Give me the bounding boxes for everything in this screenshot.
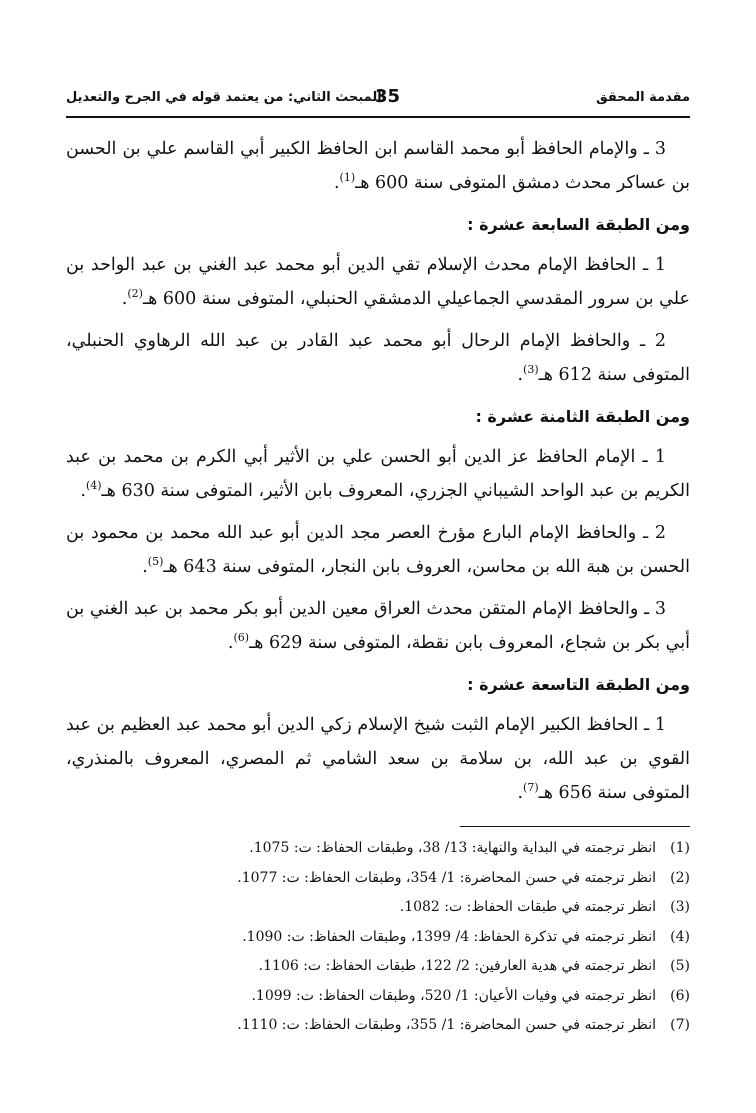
footnote-ref: (7): [523, 781, 539, 795]
footnote: [66, 893, 690, 923]
header-chapter-title: مقدمة المحقق: [596, 90, 690, 105]
page-number: 35: [374, 86, 400, 107]
footnote-number: (3): [670, 899, 690, 915]
footnote: [66, 923, 690, 953]
footnote-number: (7): [670, 1017, 690, 1033]
footnote-number: (1): [670, 840, 690, 856]
paragraph-tail: .: [142, 557, 148, 577]
footnote: [66, 982, 690, 1012]
section-heading: ومن الطبقة التاسعة عشرة :: [467, 675, 690, 694]
footnote-number: (6): [670, 987, 690, 1004]
footnote-text: انظر ترجمته في طبقات الحفاظ: ت: 1082.: [399, 899, 656, 915]
footnote-ref: (6): [233, 631, 250, 645]
paragraph-text: 2 ـ والحافظ الإمام الرحال أبو محمد عبد القادر بن عبد الله الرهاوي الحنبلي، المتوفى سنة 612 هـ: [66, 331, 690, 385]
footnote-ref: (5): [147, 555, 164, 569]
footnote-ref: (2): [127, 287, 143, 301]
section-heading: ومن الطبقة السابعة عشرة :: [467, 215, 690, 234]
paragraph: [66, 132, 690, 200]
section-heading: ومن الطبقة الثامنة عشرة :: [475, 407, 690, 426]
footnote-text: انظر ترجمته في هدية العارفين: 2/ 122، طبقات الحفاظ: ت: 1106.: [258, 958, 656, 974]
footnote: [66, 834, 690, 864]
footnote-ref: (1): [339, 171, 356, 185]
paragraph: [66, 440, 690, 508]
footnote: [66, 1011, 690, 1041]
footnote-ref: (4): [85, 479, 102, 493]
paragraph-tail: .: [227, 633, 234, 653]
paragraph: [66, 592, 690, 660]
paragraph-tail: .: [121, 289, 128, 309]
footnote-ref: (3): [523, 363, 539, 377]
paragraph-text: 3 ـ والحافظ الإمام المتقن محدث العراق معين الدين أبو بكر محمد بن عبد الغني بن أبي بكر بن شجاع، المعروف بابن نقطة، المتوفى سنة 629 هـ: [66, 599, 690, 653]
footnotes: [66, 834, 690, 1041]
paragraph-tail: .: [80, 481, 86, 501]
running-header: [66, 88, 690, 112]
paragraph: [66, 516, 690, 584]
footnote-text: انظر ترجمته في تذكرة الحفاظ: 4/ 1399، وطبقات الحفاظ: ت: 1090.: [242, 928, 656, 945]
header-section-title: المبحث الثاني: من يعتمد قوله في الجرح والتعديل: [66, 90, 382, 105]
paragraph: [66, 248, 690, 316]
footnote: [66, 952, 690, 982]
main-text: [66, 132, 690, 818]
footnote-number: (2): [670, 869, 690, 886]
paragraph-tail: .: [517, 365, 524, 385]
paragraph-text: 1 ـ الإمام الحافظ عز الدين أبو الحسن علي بن الأثير أبي الكرم بن محمد بن عبد الكريم بن عبد الواحد الشيباني الجزري، المعروف بابن الأثير، المتوفى سنة 630 هـ: [66, 447, 690, 501]
footnote-number: (4): [670, 928, 690, 945]
paragraph: [66, 324, 690, 392]
paragraph-tail: .: [517, 783, 524, 803]
paragraph-text: 2 ـ والحافظ الإمام البارع مؤرخ العصر مجد الدين أبو عبد الله محمد بن محمود بن الحسن بن هبة الله بن محاسن، العروف بابن النجار، المتوفى سنة 643 هـ: [66, 523, 690, 577]
paragraph-text: 1 ـ الحافظ الكبير الإمام الثبت شيخ الإسلام زكي الدين أبو محمد عبد العظيم بن عبد القوي بن عبد الله، بن سلامة بن سعد الشامي ثم المصري، المعروف بالمنذري، المتوفى سنة 656 هـ: [66, 715, 690, 803]
footnote-separator: [460, 826, 690, 827]
paragraph-tail: .: [333, 173, 340, 193]
footnote-number: (5): [670, 958, 690, 974]
paragraph-text: 3 ـ والإمام الحافظ أبو محمد القاسم ابن الحافظ الكبير أبي القاسم علي بن الحسن بن عساكر محدث دمشق المتوفى سنة 600 هـ: [66, 139, 690, 193]
footnote-text: انظر ترجمته في حسن المحاضرة: 1/ 355، وطبقات الحفاظ: ت: 1110.: [237, 1017, 656, 1033]
footnote: [66, 864, 690, 894]
paragraph-text: 1 ـ الحافظ الإمام محدث الإسلام تقي الدين أبو محمد عبد الغني بن عبد الواحد بن علي بن سرور المقدسي الجماعيلي الدمشقي الحنبلي، المتوفى سنة 600 هـ: [66, 255, 690, 309]
footnote-text: انظر ترجمته في البداية والنهاية: 13/ 38، وطبقات الحفاظ: ت: 1075.: [249, 840, 656, 856]
paragraph: [66, 708, 690, 810]
header-rule: [66, 116, 690, 118]
footnote-text: انظر ترجمته في حسن المحاضرة: 1/ 354، وطبقات الحفاظ: ت: 1077.: [237, 869, 656, 886]
footnote-text: انظر ترجمته في وفيات الأعيان: 1/ 520، وطبقات الحفاظ: ت: 1099.: [251, 987, 656, 1004]
